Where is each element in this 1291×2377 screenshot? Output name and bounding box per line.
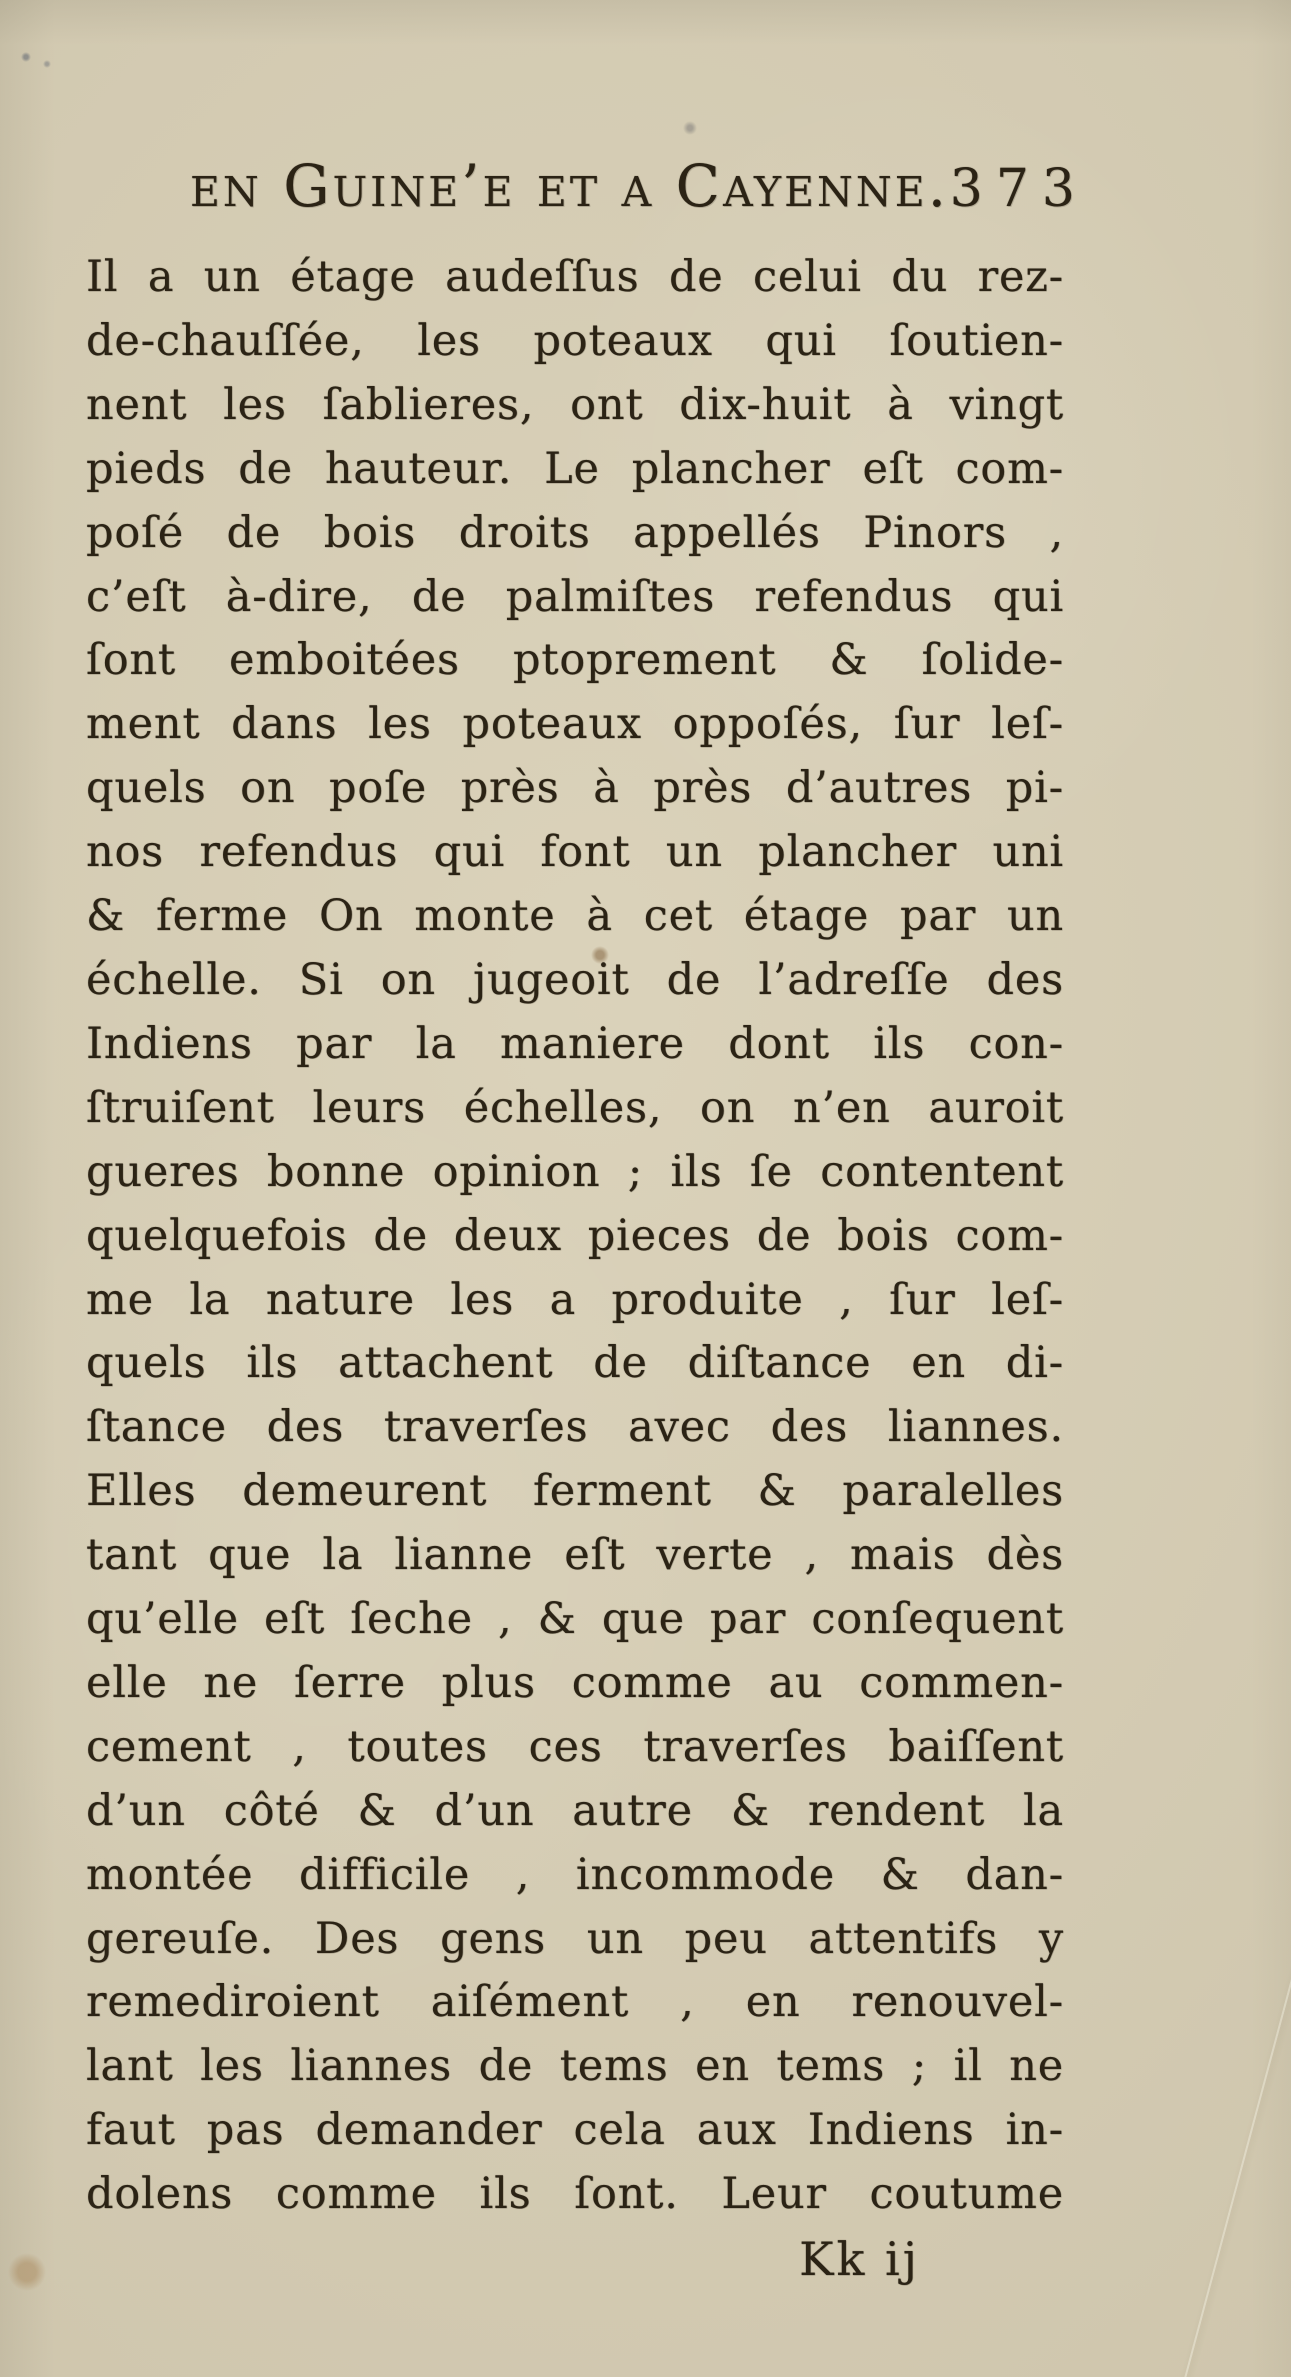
text-line: qu’elle eſt ſeche , & que par conſequent bbox=[86, 1594, 1064, 1645]
signature-mark: Kk ij bbox=[799, 2232, 920, 2286]
text-line: ſtance des traverſes avec des liannes. bbox=[86, 1402, 1064, 1453]
text-line: quelquefois de deux pieces de bois com- bbox=[86, 1210, 1064, 1261]
page-number: 373 bbox=[949, 159, 1088, 219]
text-line: faut pas demander cela aux Indiens in- bbox=[86, 2105, 1064, 2156]
text-line: Indiens par la maniere dont ils con- bbox=[86, 1018, 1064, 1069]
text-line: ſont emboitées ptoprement & ſolide- bbox=[86, 635, 1064, 686]
text-line: lant les liannes de tems en tems ; il ne bbox=[86, 2041, 1064, 2092]
text-line: Elles demeurent ferment & paralelles bbox=[86, 1466, 1064, 1517]
text-line: quels on poſe près à près d’autres pi- bbox=[86, 763, 1064, 814]
text-line: montée difficile , incommode & dan- bbox=[86, 1849, 1064, 1900]
body-text bbox=[86, 246, 1064, 2227]
text-line: pieds de hauteur. Le plancher eſt com- bbox=[86, 443, 1064, 494]
page-header bbox=[86, 152, 1088, 220]
text-line: ment dans les poteaux oppoſés, ſur leſ- bbox=[86, 699, 1064, 750]
text-line: me la nature les a produite , ſur leſ- bbox=[86, 1274, 1064, 1325]
text-line: elle ne ſerre plus comme au commen- bbox=[86, 1657, 1064, 1708]
text-line: nent les ſablieres, ont dix-huit à vingt bbox=[86, 379, 1064, 430]
text-line: échelle. Si on jugeoit de l’adreſſe des bbox=[86, 954, 1064, 1005]
text-line: tant que la lianne eſt verte , mais dès bbox=[86, 1530, 1064, 1581]
text-line: c’eſt à-dire, de palmiſtes refendus qui bbox=[86, 571, 1064, 622]
text-line: poſé de bois droits appellés Pinors , bbox=[86, 507, 1064, 558]
text-line: dolens comme ils ſont. Leur coutume bbox=[86, 2169, 1064, 2220]
text-line: cement , toutes ces traverſes baiſſent bbox=[86, 1721, 1064, 1772]
text-line: & ferme On monte à cet étage par un bbox=[86, 891, 1064, 942]
text-line: d’un côté & d’un autre & rendent la bbox=[86, 1785, 1064, 1836]
running-title: en Guine’e et a Cayenne. bbox=[190, 152, 950, 220]
page-crease bbox=[1171, 1712, 1291, 2377]
text-line: gereuſe. Des gens un peu attentifs y bbox=[86, 1913, 1064, 1964]
text-line: quels ils attachent de diſtance en di- bbox=[86, 1338, 1064, 1389]
text-line: nos refendus qui font un plancher uni bbox=[86, 827, 1064, 878]
text-line: gueres bonne opinion ; ils ſe contentent bbox=[86, 1146, 1064, 1197]
text-line: de-chauſſée, les poteaux qui ſoutien- bbox=[86, 315, 1064, 366]
text-line: Il a un étage audeſſus de celui du rez- bbox=[86, 252, 1064, 302]
text-line: remediroient aiſément , en renouvel- bbox=[86, 1977, 1064, 2028]
text-line: ſtruiſent leurs échelles, on n’en auroit bbox=[86, 1082, 1064, 1133]
